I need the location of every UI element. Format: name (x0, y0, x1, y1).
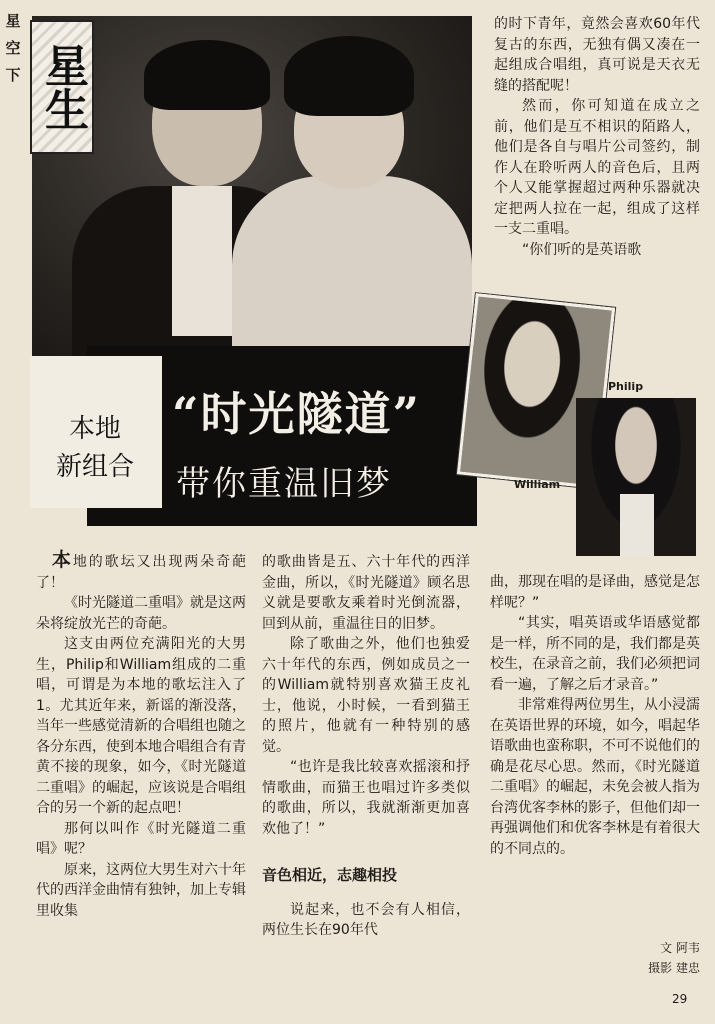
column-logo: 星生 (30, 20, 94, 154)
article-column-2 (262, 552, 470, 941)
paragraph: 然而，你可知道在成立之前，他们是互不相识的陌路人，他们是各自与唱片公司签约，制作人在聆听两人的音色后，且两个人又能掌握超过两种乐器就决定把两人拉在一起，组成了这样一支二重唱。 (494, 98, 700, 237)
byline-photographer: 摄影 建忠 (648, 961, 700, 975)
paragraph: 这支由两位充满阳光的大男生，Philip和William组成的二重唱，可谓是为本地的歌坛注入了1。尤其近年来，新谣的渐没落，当年一些感觉清新的合唱组也随之各分东西，使到本地合唱组合有青黄不接的现象，如今，《时光隧道二重唱》的崛起，应该说是合唱组合的另一个新的起点吧！ (36, 636, 246, 816)
byline-writer: 文 阿韦 (660, 941, 700, 955)
paragraph: 非常难得两位男生，从小浸濡在英语世界的环境，如今，唱起华语歌曲也蛮称职，不可不说他们的确是花尽心思。然而，《时光隧道二重唱》的崛起，未免会被人指为台湾优客李林的影子，但他们却一再强调他们和优客李林是有着很大的不同点的。 (490, 697, 700, 857)
column-label-char: 空 (5, 39, 21, 57)
headline-title: “时光隧道” (172, 387, 421, 441)
column-label (4, 8, 22, 89)
lead-paragraph (36, 550, 246, 593)
paragraph: 原来，这两位大男生对六十年代的西洋金曲情有独钟，加上专辑里收集 (36, 861, 246, 919)
column-label-char: 下 (5, 66, 21, 84)
paragraph: 《时光隧道二重唱》就是这两朵将绽放光芒的奇葩。 (36, 595, 246, 632)
article-column-3 (490, 572, 700, 859)
column-label-char: 星 (5, 12, 21, 30)
paragraph: 的时下青年，竟然会喜欢60年代复古的东西，无独有偶又凑在一起组成合唱组，真可说是天衣无缝的搭配呢！ (494, 16, 700, 94)
philip-caption: Philip (608, 380, 644, 393)
paragraph: “也许是我比较喜欢摇滚和抒情歌曲，而猫王也唱过许多类似的歌曲，所以，我就渐渐更加喜欢他了！” (262, 759, 470, 837)
philip-photo (576, 398, 696, 556)
headline-kicker (32, 410, 158, 486)
article-column-1 (36, 550, 246, 921)
paragraph: 除了歌曲之外，他们也独爱六十年代的东西，例如成员之一的William就特别喜欢猫王皮礼士，他说，小时候，一看到猫王的照片，他就有一种特别的感觉。 (262, 636, 470, 755)
duo-main-photo (32, 16, 472, 360)
lead-text: 地的歌坛又出现两朵奇葩了！ (36, 554, 246, 591)
kicker-line: 本地 (68, 414, 121, 444)
paragraph: “其实，唱英语或华语感觉都是一样，所不同的是，我们都是英校生，在录音之前，我们必须把词看一遍，了解之后才录音。” (490, 615, 700, 693)
william-caption: William (514, 478, 561, 491)
kicker-line: 新组合 (55, 452, 134, 482)
paragraph: 说起来，也不会有人相信，两位生长在90年代 (262, 901, 470, 938)
headline-subtitle: 带你重温旧梦 (176, 464, 392, 504)
drop-cap: 本 (51, 549, 73, 571)
paragraph: 曲，那现在唱的是译曲，感觉是怎样呢？” (490, 574, 700, 611)
byline (600, 938, 700, 978)
article-column-top-right (494, 14, 700, 260)
paragraph: 的歌曲皆是五、六十年代的西洋金曲，所以，《时光隧道》顾名思义就是要歌友乘着时光倒流器，回到从前，重温往日的旧梦。 (262, 554, 470, 632)
paragraph: “你们听的是英语歌 (522, 241, 642, 258)
section-subhead: 音色相近，志趣相投 (262, 866, 398, 884)
paragraph: 那何以叫作《时光隧道二重唱》呢？ (36, 820, 246, 857)
page-number: 29 (672, 992, 688, 1006)
